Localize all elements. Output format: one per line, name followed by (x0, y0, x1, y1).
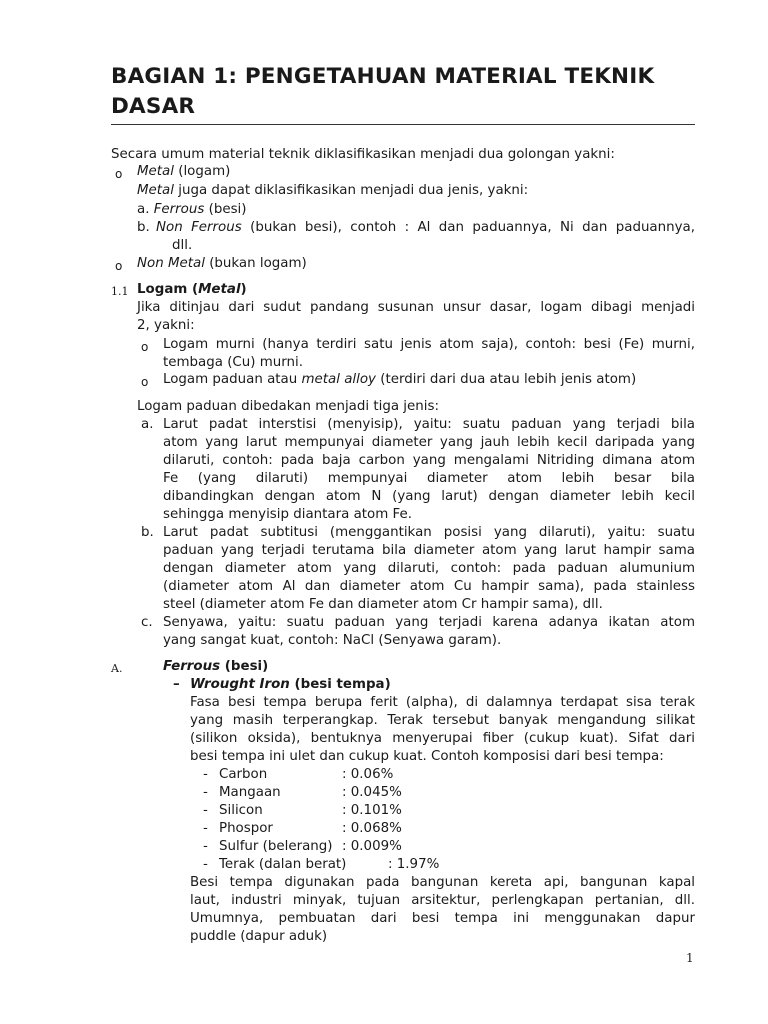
metal-list-b-line2: dll. (172, 238, 193, 253)
dash-marker: - (203, 785, 208, 800)
logam-murni-line1: Logam murni (hanya terdiri satu jenis atom saja), contoh: besi (Fe) murni, (163, 337, 695, 352)
list-label: b. (141, 525, 154, 540)
usage-line: Besi tempa digunakan pada bangunan kereta api, bangunan kapal (190, 875, 695, 890)
page-number: 1 (686, 951, 694, 965)
alloy-a-line: dibandingkan dengan atom N (yang larut) dengan diameter lebih kecil (163, 489, 695, 504)
title-underline (111, 124, 695, 125)
alloy-b-line: (diameter atom Al dan diameter atom Cu hampir sama), pada stainless (163, 579, 695, 594)
metal-alloy-term: metal alloy (301, 372, 376, 387)
section-heading-ferrous: Ferrous (besi) (163, 659, 269, 674)
dash-marker: - (203, 857, 208, 872)
logam-paragraph-line2: 2, yakni: (137, 318, 195, 333)
alloy-b-line: steel (diameter atom Fe dan diameter atom Cr hampir sama), dll. (163, 597, 603, 612)
bullet-marker: o (141, 340, 149, 354)
alloy-a-line: sehingga menyisip diantara atom Fe. (163, 507, 412, 522)
composition-name: Sulfur (belerang) (219, 839, 333, 854)
composition-name: Phospor (219, 821, 273, 836)
metal-list-b-line1: Non Ferrous (bukan besi), contoh : Al dan paduannya, Ni dan paduannya, (156, 220, 695, 235)
non-ferrous-term: Non Ferrous (156, 220, 242, 235)
metal-paren: (logam) (178, 164, 231, 179)
list-label: c. (141, 615, 153, 630)
bullet-marker: o (141, 375, 149, 389)
metal-list-b-label: b. (137, 220, 150, 235)
metal-sub-rest: juga dapat diklasifikasikan menjadi dua jenis, yakni: (178, 183, 529, 198)
wrought-iron-line: besi tempa ini ulet dan cukup kuat. Contoh komposisi dari besi tempa: (190, 749, 664, 764)
composition-name: Terak (dalan berat) (219, 857, 347, 872)
dash-marker: - (203, 839, 208, 854)
usage-line: laut, industri minyak, tujuan arsitektur, perlengkapan pertanian, dll. (190, 893, 695, 908)
alloy-c-line: yang sangat kuat, contoh: NaCl (Senyawa garam). (163, 633, 502, 648)
metal-term: Metal (137, 164, 174, 179)
composition-value: : 0.009% (342, 839, 402, 854)
section-label: A. (111, 662, 123, 675)
alloy-b-line: paduan yang terjadi terutama bila diameter atom yang larut hampir sama (163, 543, 695, 558)
alloy-b-line: dengan diameter atom yang dilaruti, contoh: pada paduan alumunium (163, 561, 695, 576)
intro-paragraph: Secara umum material teknik diklasifikasikan menjadi dua golongan yakni: (111, 147, 615, 162)
list-label: a. (141, 417, 154, 432)
alloy-a-line: atom yang larut mempunyai diameter yang jauh lebih kecil daripada yang (163, 435, 695, 450)
list-label: a. (137, 202, 150, 217)
subheading-wrought-iron: Wrought Iron (besi tempa) (190, 677, 391, 692)
nonmetal-item (137, 255, 307, 273)
composition-name: Mangaan (219, 785, 281, 800)
nonmetal-term: Non Metal (137, 256, 205, 271)
logam-murni-line2: tembaga (Cu) murni. (163, 355, 304, 370)
logam-paragraph-line1: Jika ditinjau dari sudut pandang susunan unsur dasar, logam dibagi menjadi (137, 300, 695, 315)
dash-marker: - (203, 767, 208, 782)
section-number: 1.1 (111, 285, 129, 298)
nonmetal-paren: (bukan logam) (209, 256, 307, 271)
logam-paduan-item: Logam paduan atau metal alloy (terdiri dari dua atau lebih jenis atom) (163, 372, 637, 387)
dash-marker: - (203, 803, 208, 818)
bullet-marker: o (115, 167, 123, 181)
wrought-iron-line: Fasa besi tempa berupa ferit (alpha), di dalamnya terdapat sisa terak (190, 695, 695, 710)
chapter-title: BAGIAN 1: PENGETAHUAN MATERIAL TEKNIK DASAR (111, 64, 655, 119)
bullet-marker: o (115, 259, 123, 273)
wrought-iron-line: yang masih terperangkap. Terak tersebut banyak mengandung silikat (190, 713, 695, 728)
metal-sub-term: Metal (137, 183, 174, 198)
alloy-intro: Logam paduan dibedakan menjadi tiga jenis: (137, 399, 439, 414)
dash-marker: - (203, 821, 208, 836)
alloy-c-line: Senyawa, yaitu: suatu paduan yang terjadi karena adanya ikatan atom (163, 615, 695, 630)
composition-value: : 0.06% (342, 767, 394, 782)
ferrous-term: Ferrous (153, 202, 205, 217)
composition-value: : 0.068% (342, 821, 402, 836)
dash-marker: – (173, 677, 180, 692)
section-heading-logam: Logam (Metal) (137, 282, 247, 297)
composition-name: Silicon (219, 803, 263, 818)
alloy-a-line: Fe (yang dilaruti) mempunyai diameter atom lebih besar bila (163, 471, 695, 486)
alloy-a-line: Larut padat interstisi (menyisip), yaitu: suatu paduan yang terjadi bila (163, 417, 695, 432)
composition-name: Carbon (219, 767, 268, 782)
metal-list-a (137, 201, 247, 219)
metal-item (137, 163, 230, 181)
composition-value: : 0.045% (342, 785, 402, 800)
alloy-b-line: Larut padat subtitusi (menggantikan posisi yang dilaruti), yaitu: suatu (163, 525, 695, 540)
composition-value: : 1.97% (388, 857, 440, 872)
metal-subtext (137, 182, 528, 200)
composition-value: : 0.101% (342, 803, 402, 818)
alloy-a-line: dilaruti, contoh: pada baja carbon yang mengalami Nitriding dimana atom (163, 453, 695, 468)
usage-line: Umumnya, pembuatan dari besi tempa ini menggunakan dapur (190, 911, 695, 926)
usage-line: puddle (dapur aduk) (190, 929, 328, 944)
ferrous-paren: (besi) (208, 202, 247, 217)
wrought-iron-line: (silikon oksida), bentuknya menyerupai fiber (cukup kuat). Sifat dari (190, 731, 695, 746)
